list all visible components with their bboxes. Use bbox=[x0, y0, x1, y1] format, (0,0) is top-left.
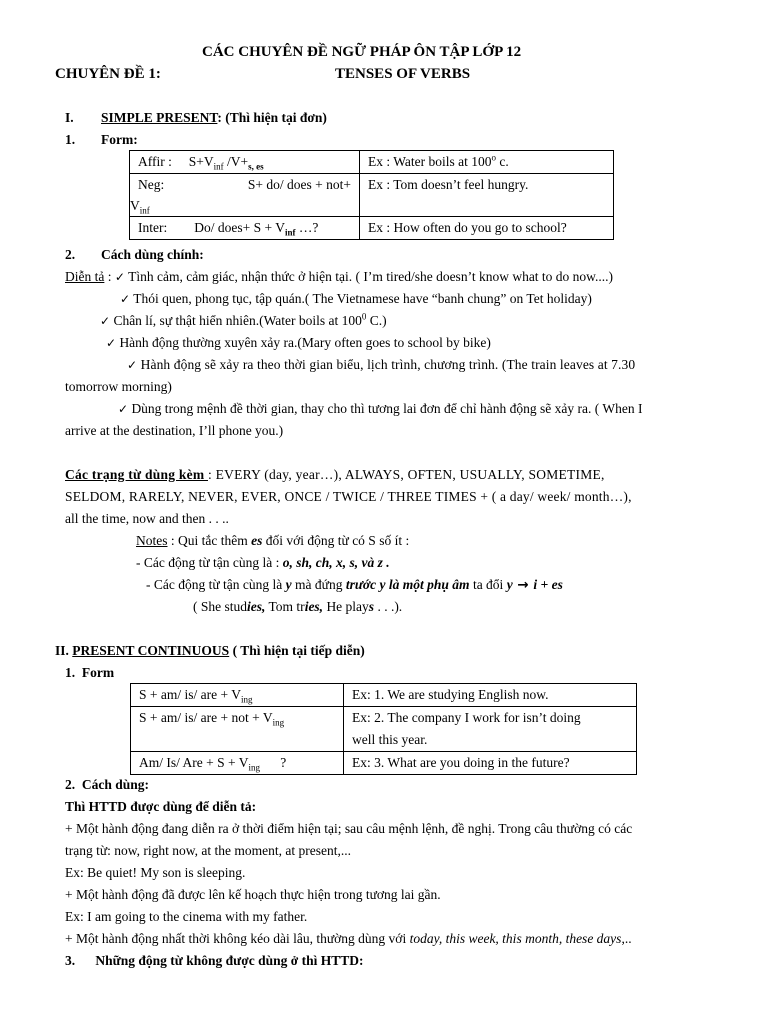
table-cell bbox=[360, 151, 614, 174]
rule-endings: o, sh, ch, x, s, và z . bbox=[282, 555, 390, 570]
formula-tail: …? bbox=[295, 220, 319, 235]
use-text-cont: tomorrow morning) bbox=[65, 379, 172, 394]
table-row bbox=[130, 174, 614, 217]
describe-colon: : bbox=[104, 269, 115, 284]
rule-y: y bbox=[506, 577, 513, 592]
use-text: Hành động sẽ xảy ra theo thời gian biểu, lịch trình, chương trình. (The train leaves at 7.30 bbox=[140, 357, 636, 372]
section-1-name: SIMPLE PRESENT bbox=[101, 110, 218, 125]
table-row bbox=[131, 707, 637, 752]
use-heading bbox=[65, 776, 149, 794]
example-text: Ex: 3. What are you doing in the future? bbox=[352, 755, 570, 770]
section-2-name-vi: ( Thì hiện tại tiếp diễn) bbox=[229, 643, 365, 658]
use-text-tail: C.) bbox=[366, 313, 387, 328]
section-2-heading bbox=[55, 642, 365, 660]
notes-line bbox=[136, 532, 409, 550]
rule-y: y bbox=[285, 577, 292, 592]
adverbs-text: : EVERY (day, year…), ALWAYS, OFTEN, USUALLY, SOMETIME, bbox=[207, 467, 605, 482]
section-1-number: I. bbox=[65, 110, 74, 125]
use-line: Ex: Be quiet! My son is sleeping. bbox=[65, 865, 246, 880]
use-text: Dùng trong mệnh đề thời gian, thay cho thì tương lai đơn để chỉ hành động sẽ xảy ra. ( When I bbox=[131, 401, 643, 416]
use-line bbox=[65, 930, 632, 948]
table-cell bbox=[360, 174, 614, 217]
table-cell bbox=[131, 707, 344, 752]
formula: S + am/ is/ are + V bbox=[139, 687, 241, 702]
table-cell bbox=[344, 752, 637, 775]
stative-heading bbox=[65, 952, 363, 970]
example-line bbox=[193, 598, 402, 616]
section-2-number: II. bbox=[55, 643, 69, 658]
superscript: o bbox=[491, 152, 497, 163]
rule-text: - Các động từ tận cùng là bbox=[146, 577, 286, 592]
subscript: ing bbox=[240, 694, 253, 705]
example-suffix: ies, bbox=[247, 599, 266, 614]
arrow-right-icon: → bbox=[512, 577, 534, 593]
table-row bbox=[131, 684, 637, 707]
use-item bbox=[106, 334, 491, 352]
example-suffix: s bbox=[368, 599, 375, 614]
use-text: Chân lí, sự thật hiển nhiên.(Water boils at 100 bbox=[113, 313, 362, 328]
formula-mid: /V+ bbox=[223, 154, 249, 169]
table-cell bbox=[131, 684, 344, 707]
example-text: Ex : How often do you go to school? bbox=[368, 220, 567, 235]
row-label: Inter: bbox=[138, 220, 168, 235]
use-label: Cách dùng: bbox=[81, 777, 150, 792]
simple-present-form-table bbox=[129, 150, 614, 240]
example-text: He play bbox=[323, 599, 369, 614]
use-item bbox=[118, 400, 642, 418]
table-row bbox=[130, 217, 614, 240]
check-icon: ✓ bbox=[100, 314, 111, 328]
rule-emphasis: i + es bbox=[533, 577, 563, 592]
check-icon: ✓ bbox=[114, 270, 125, 284]
rule-text: ta đổi bbox=[469, 577, 507, 592]
use-text: Tình cảm, cảm giác, nhận thức ở hiện tại. ( I’m tired/she doesn’t know what to do now....) bbox=[128, 269, 614, 284]
present-continuous-form-table bbox=[130, 683, 637, 775]
section-2-name: PRESENT CONTINUOUS bbox=[72, 643, 230, 658]
use-text-cont: arrive at the destination, I’ll phone you.) bbox=[65, 423, 284, 438]
notes-text: đối với động từ có S số ít : bbox=[262, 533, 410, 548]
check-icon: ✓ bbox=[106, 336, 117, 350]
use-text-tail: ,.. bbox=[621, 931, 632, 946]
describe-label: Diễn tả bbox=[65, 269, 105, 284]
stative-number: 3. bbox=[65, 953, 76, 968]
adverbs-line: all the time, now and then . . .. bbox=[65, 511, 229, 526]
table-row bbox=[131, 752, 637, 775]
formula-tail: ? bbox=[260, 755, 287, 770]
example-text: Ex: 1. We are studying English now. bbox=[352, 687, 549, 702]
time-expressions: today, this week, this month, these days bbox=[409, 931, 622, 946]
example-text-cont: well this year. bbox=[352, 732, 428, 747]
example-text: . . .). bbox=[374, 599, 403, 614]
section-1-name-vi: : (Thì hiện tại đơn) bbox=[217, 110, 327, 125]
example-text: ( She stud bbox=[193, 599, 247, 614]
check-icon: ✓ bbox=[127, 358, 138, 372]
table-cell bbox=[131, 752, 344, 775]
form-label: Form: bbox=[101, 132, 138, 147]
use-line: Ex: I am going to the cinema with my father. bbox=[65, 909, 308, 924]
document-title: CÁC CHUYÊN ĐỀ NGỮ PHÁP ÔN TẬP LỚP 12 bbox=[202, 44, 522, 60]
table-cell bbox=[130, 217, 360, 240]
form-heading bbox=[65, 664, 114, 682]
use-item bbox=[100, 312, 387, 330]
subscript: ing bbox=[248, 762, 260, 773]
use-line: + Một hành động đang diễn ra ở thời điểm hiện tại; sau câu mệnh lệnh, đề nghị. Trong câu thường có các bbox=[65, 821, 633, 836]
subscript: s, es bbox=[248, 161, 264, 172]
stative-label: Những động từ không được dùng ở thì HTTD: bbox=[95, 953, 364, 968]
superscript: 0 bbox=[361, 311, 367, 322]
notes-text: : Qui tắc thêm bbox=[167, 533, 252, 548]
adverbs-line bbox=[65, 466, 605, 484]
formula-cont: V bbox=[130, 198, 140, 213]
use-intro: Thì HTTD được dùng để diễn tả: bbox=[65, 799, 257, 814]
topic-name: TENSES OF VERBS bbox=[335, 66, 471, 82]
rule-emphasis: trước y là một phụ âm bbox=[345, 577, 470, 592]
example-suffix: ies, bbox=[304, 599, 324, 614]
rule-text: mà đứng bbox=[291, 577, 346, 592]
check-icon: ✓ bbox=[118, 402, 129, 416]
table-cell bbox=[130, 174, 360, 217]
adverbs-line: SELDOM, RARELY, NEVER, EVER, ONCE / TWICE / THREE TIMES + ( a day/ week/ month…), bbox=[65, 489, 632, 504]
use-item bbox=[127, 356, 635, 374]
form-number: 1. bbox=[65, 132, 76, 147]
rule-line bbox=[136, 554, 390, 572]
example-text: Tom tr bbox=[265, 599, 305, 614]
table-cell bbox=[130, 151, 360, 174]
rule-line bbox=[146, 576, 563, 594]
rule-text: - Các động từ tận cùng là : bbox=[136, 555, 283, 570]
example-tail: c. bbox=[496, 154, 509, 169]
form-label: Form bbox=[81, 665, 115, 680]
formula: Am/ Is/ Are + S + V bbox=[139, 755, 249, 770]
table-cell bbox=[344, 684, 637, 707]
use-text: + Một hành động nhất thời không kéo dài lâu, thường dùng với bbox=[65, 931, 410, 946]
use-line: trạng từ: now, right now, at the moment, at present,... bbox=[65, 843, 352, 858]
section-1-heading bbox=[101, 109, 327, 127]
subscript: inf bbox=[285, 227, 296, 238]
use-text: Thói quen, phong tục, tập quán.( The Vietnamese have “banh chung” on Tet holiday) bbox=[133, 291, 592, 306]
topic-label: CHUYÊN ĐỀ 1: bbox=[55, 66, 161, 82]
table-cell bbox=[344, 707, 637, 752]
subscript: inf bbox=[139, 205, 150, 216]
use-label: Cách dùng chính: bbox=[101, 247, 204, 262]
use-number: 2. bbox=[65, 247, 76, 262]
notes-label: Notes bbox=[136, 533, 168, 548]
adverbs-label: Các trạng từ dùng kèm bbox=[65, 467, 208, 482]
table-cell bbox=[360, 217, 614, 240]
use-item bbox=[65, 268, 613, 286]
example-text: Ex : Tom doesn’t feel hungry. bbox=[368, 177, 529, 192]
subscript: inf bbox=[213, 161, 224, 172]
formula: Do/ does+ S + V bbox=[194, 220, 285, 235]
use-text: Hành động thường xuyên xảy ra.(Mary often goes to school by bike) bbox=[119, 335, 491, 350]
use-number: 2. bbox=[65, 777, 76, 792]
formula: S+V bbox=[188, 154, 214, 169]
form-number: 1. bbox=[65, 665, 76, 680]
row-label: Affir : bbox=[138, 154, 172, 169]
table-row bbox=[130, 151, 614, 174]
row-label: Neg: bbox=[138, 177, 165, 192]
formula: S+ do/ does + not+ bbox=[247, 177, 351, 192]
notes-es: es bbox=[251, 533, 263, 548]
subscript: ing bbox=[272, 717, 285, 728]
formula: S + am/ is/ are + not + V bbox=[139, 710, 273, 725]
use-line: + Một hành động đã được lên kế hoạch thực hiện trong tương lai gần. bbox=[65, 887, 441, 902]
example-text: Ex : Water boils at 100 bbox=[368, 154, 492, 169]
example-text: Ex: 2. The company I work for isn’t doing bbox=[352, 710, 581, 725]
use-item bbox=[120, 290, 592, 308]
check-icon: ✓ bbox=[120, 292, 131, 306]
